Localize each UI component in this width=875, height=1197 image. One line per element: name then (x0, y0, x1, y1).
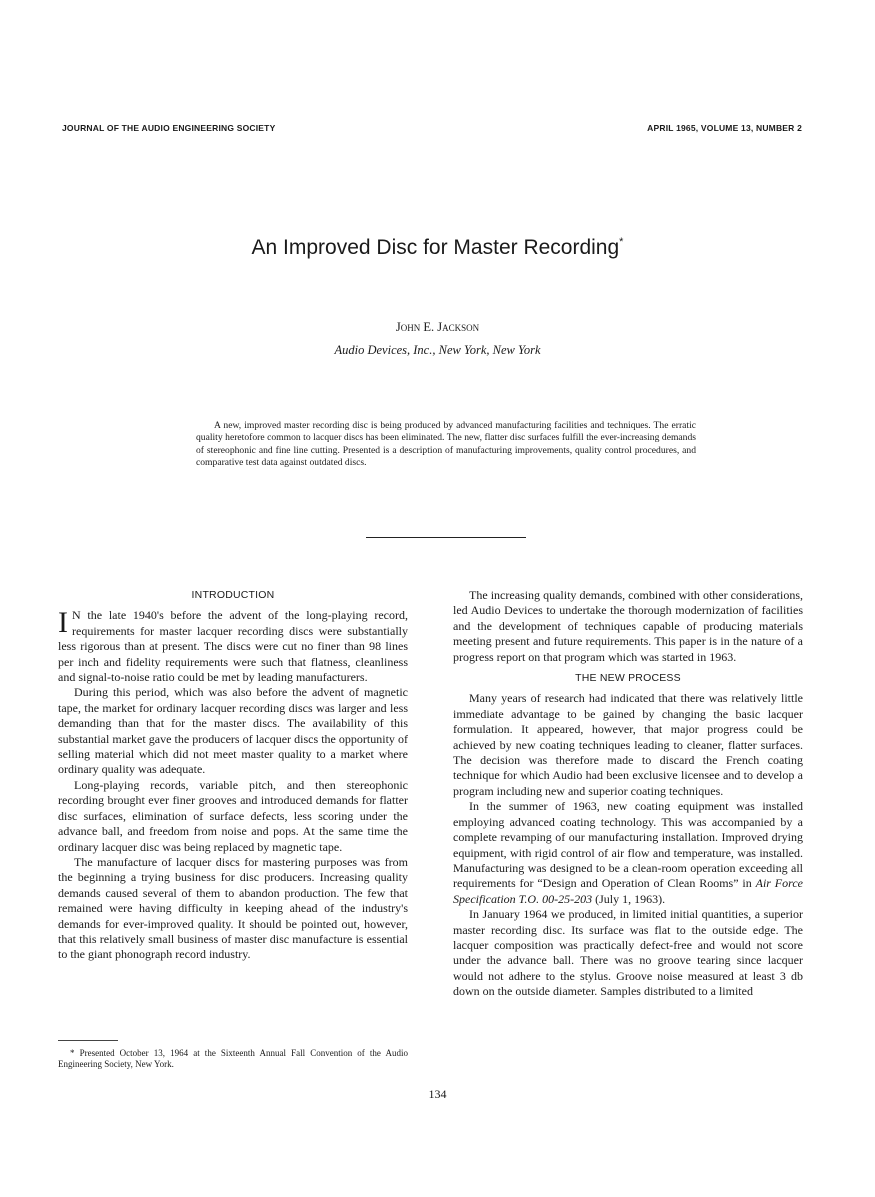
introduction-heading: INTRODUCTION (191, 589, 275, 601)
section-divider (366, 537, 526, 538)
intro-paragraph-2: During this period, which was also before the advent of magnetic tape, the market for ordinary lacquer recording discs was larger and less demanding than that for the master discs. The availability of this substantial market gave the producers of lacquer discs the opportunity of selling material which did not meet master quality to a market where ordinary quality was adequate. (58, 685, 408, 777)
author-affiliation: Audio Devices, Inc., New York, New York (334, 343, 541, 357)
author-name: John E. Jackson (395, 320, 480, 334)
intro-paragraph-1-text: N the late 1940's before the advent of the long-playing record, requirements for master lacquer recording discs were substantially less rigorous than at present. The discs were cut no finer than 98 lines per inch and fidelity requirements were such that flatness, cleanliness and signal-to-noise ratio could be met by leading manufacturers. (58, 608, 408, 685)
right-paragraph-3-text-a: In the summer of 1963, new coating equipment was installed employing advanced coating technology. This was accompanied by a complete revamping of our manufacturing installation. Improved drying equipment, with rigid control of air flow and temperature, was installed. Manufacturing was designed to be a clean-room operation exceeding all requirements for “Design and Operation of Clean Rooms” in (453, 799, 803, 891)
right-paragraph-1: The increasing quality demands, combined with other considerations, led Audio Devices to undertake the thorough modernization of facilities and the development of techniques capable of producing materials meeting present and future requirements. This paper is in the nature of a progress report on that program which was started in 1963. (453, 588, 803, 664)
title-footnote-mark: * (619, 236, 624, 248)
intro-paragraph-4: The manufacture of lacquer discs for mastering purposes was from the beginning a trying business for disc producers. Increasing quality demands caused several of them to abandon production. The few that remained were having difficulty in keeping ahead of the industry's demands for ever-improved quality. It should be pointed out, however, that this relatively small business of master disc manufacture is essential to the giant phonograph record industry. (58, 854, 408, 962)
right-paragraph-3-text-b: (July 1, 1963). (595, 891, 666, 906)
right-paragraph-4: In January 1964 we produced, in limited initial quantities, a superior master recording disc. Its surface was flat to the outside edge. The lacquer composition was practically defect-free and would not score under the advance ball. There was no groove tearing since lacquer would not adhere to the stylus. Groove noise measured at least 3 db down on the outside diameter. Samples distributed to a limited (453, 907, 803, 999)
running-header-issue: APRIL 1965, VOLUME 13, NUMBER 2 (647, 123, 802, 133)
new-process-heading: THE NEW PROCESS (575, 672, 681, 685)
footnote (58, 1048, 408, 1070)
paper-title-text: An Improved Disc for Master Recording (251, 236, 620, 259)
drop-cap: I (58, 606, 68, 640)
running-header-journal: JOURNAL OF THE AUDIO ENGINEERING SOCIETY (62, 123, 276, 133)
abstract: A new, improved master recording disc is being produced by advanced manufacturing facilities and techniques. The erratic quality heretofore common to lacquer discs has been eliminated. The new, flatter disc surfaces fulfill the ever-increasing demands of stereophonic and fine line cutting. Presented is a description of manufacturing improvements, quality control procedures, and comparative test data against outdated discs. (196, 420, 696, 469)
page-number: 134 (428, 1087, 447, 1101)
paper-title (0, 236, 875, 260)
right-paragraph-2: Many years of research had indicated that there was relatively little immediate advantage to be gained by changing the basic lacquer formulation. It appeared, however, that major progress could be achieved by new coating techniques leading to cleaner, flatter surfaces. The decision was therefore made to discard the French coating technique for which Audio had been exclusive licensee and to develop a program including new and superior coating techniques. (453, 691, 803, 798)
right-paragraph-3 (453, 799, 803, 907)
footnote-text: * Presented October 13, 1964 at the Sixteenth Annual Fall Convention of the Audio Engineering Society, New York. (58, 1048, 408, 1069)
footnote-rule (58, 1040, 118, 1041)
spec-citation: Air Force Specification T.O. 00-25-203 (453, 876, 804, 906)
intro-paragraph-3: Long-playing records, variable pitch, and then stereophonic recording brought ever finer grooves and introduced demands for flatter disc surfaces, elimination of surface defects, less scoring under the advance ball, and freedom from noise and pops. At the same time the ordinary lacquer disc was being replaced by magnetic tape. (58, 777, 408, 854)
left-column (58, 588, 408, 963)
intro-paragraph-1 (58, 608, 408, 685)
right-column (453, 588, 803, 1000)
